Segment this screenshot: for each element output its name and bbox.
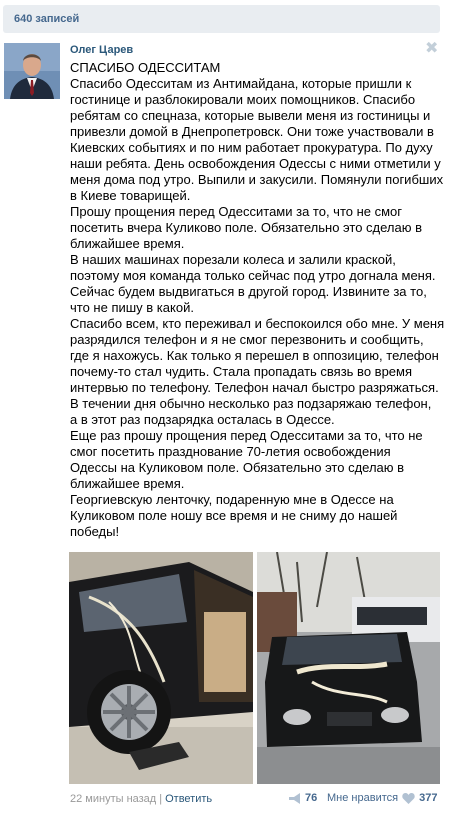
heart-icon [402,793,415,804]
post-line: меня дома под утро. Выпили и закусили. Помянули погибших [70,172,444,187]
like-button[interactable] [327,792,437,804]
post-line: что не пишу в какой. [70,300,194,315]
post-line: интервью по телефону. Телефон начал быстро разряжаться. [70,380,439,395]
photo-damaged-car-wheel[interactable] [69,552,253,784]
close-icon[interactable]: ✖ [425,40,439,57]
post-line: наши ребята. День освобождения Одессы с ними отметили у [70,156,441,171]
post-line: Спасибо всем, кто переживал и беспокоился обо мне. У меня [70,316,445,331]
post-meta [70,793,212,805]
like-label: Мне нравится [327,792,399,804]
megaphone-icon [288,793,302,804]
post-line: В наших машинах порезали колеса и залили краской, [70,252,396,267]
post-line: привезли домой в Днепропетровск. Они тоже участвовали в [70,124,434,139]
post-line: Сейчас будем выдвигаться в другой город. Извините за то, [70,284,427,299]
post-line: Куликовом поле ношу все время и не сниму до нашей [70,508,398,523]
meta-separator: | [159,793,163,805]
shares-count: 76 [305,792,318,804]
post-line: Одессы на Куликовом поле. Обязательно это сделаю в [70,460,405,475]
post-line: победы! [70,524,120,539]
post-line: разрядился телефон и я не смог перезвонить и сообщить, [70,332,424,347]
post-line: Спасибо Одесситам из Антимайдана, которые пришли к [70,76,412,91]
records-count[interactable]: 640 записей [14,13,80,25]
post-line: Прошу прощения перед Одесситами за то, что не смог [70,204,403,219]
reply-link[interactable]: Ответить [165,793,213,805]
records-bar[interactable] [3,5,440,33]
post-line: В течении дня обычно несколько раз подзаряжаю телефон, [70,396,432,411]
post-line: гостинице и разблокировали моих помощников. Спасибо [70,92,416,107]
likes-count: 377 [419,792,438,804]
post-line: ближайшее время. [70,476,185,491]
post-line: смог посетить празднование 70-летия освобождения [70,444,391,459]
post-line: в Киеве товарищей. [70,188,191,203]
post-line: Киевских событиях и по ним работает прокуратура. По духу [70,140,433,155]
avatar[interactable] [4,43,60,99]
post-line: ребятам со спецназа, которые вывели меня из гостиницы и [70,108,431,123]
post-time[interactable]: 22 минуты назад [70,793,157,805]
post-line: поэтому моя команда только сейчас под утро догнала меня. [70,268,436,283]
post-line: а в этот раз подзарядка осталась в Одессе. [70,412,335,427]
post-line: СПАСИБО ОДЕССИТАМ [70,60,221,75]
post-line: почему-то стал чудить. Стала пропадать связь во время [70,364,413,379]
share-button[interactable] [288,792,317,804]
author-name[interactable]: Олег Царев [70,44,134,56]
post-line: ближайшее время. [70,236,185,251]
post-text [70,60,445,540]
post-line: посетить вчера Куликово поле. Обязательно это сделаю в [70,220,423,235]
post-line: Еще раз прошу прощения перед Одесситами за то, что не [70,428,423,443]
post-line: Георгиевскую ленточку, подаренную мне в Одессе на [70,492,394,507]
post-line: где я нахожусь. Как только я перешел в оппозицию, телефон [70,348,439,363]
photo-painted-car[interactable] [257,552,440,784]
